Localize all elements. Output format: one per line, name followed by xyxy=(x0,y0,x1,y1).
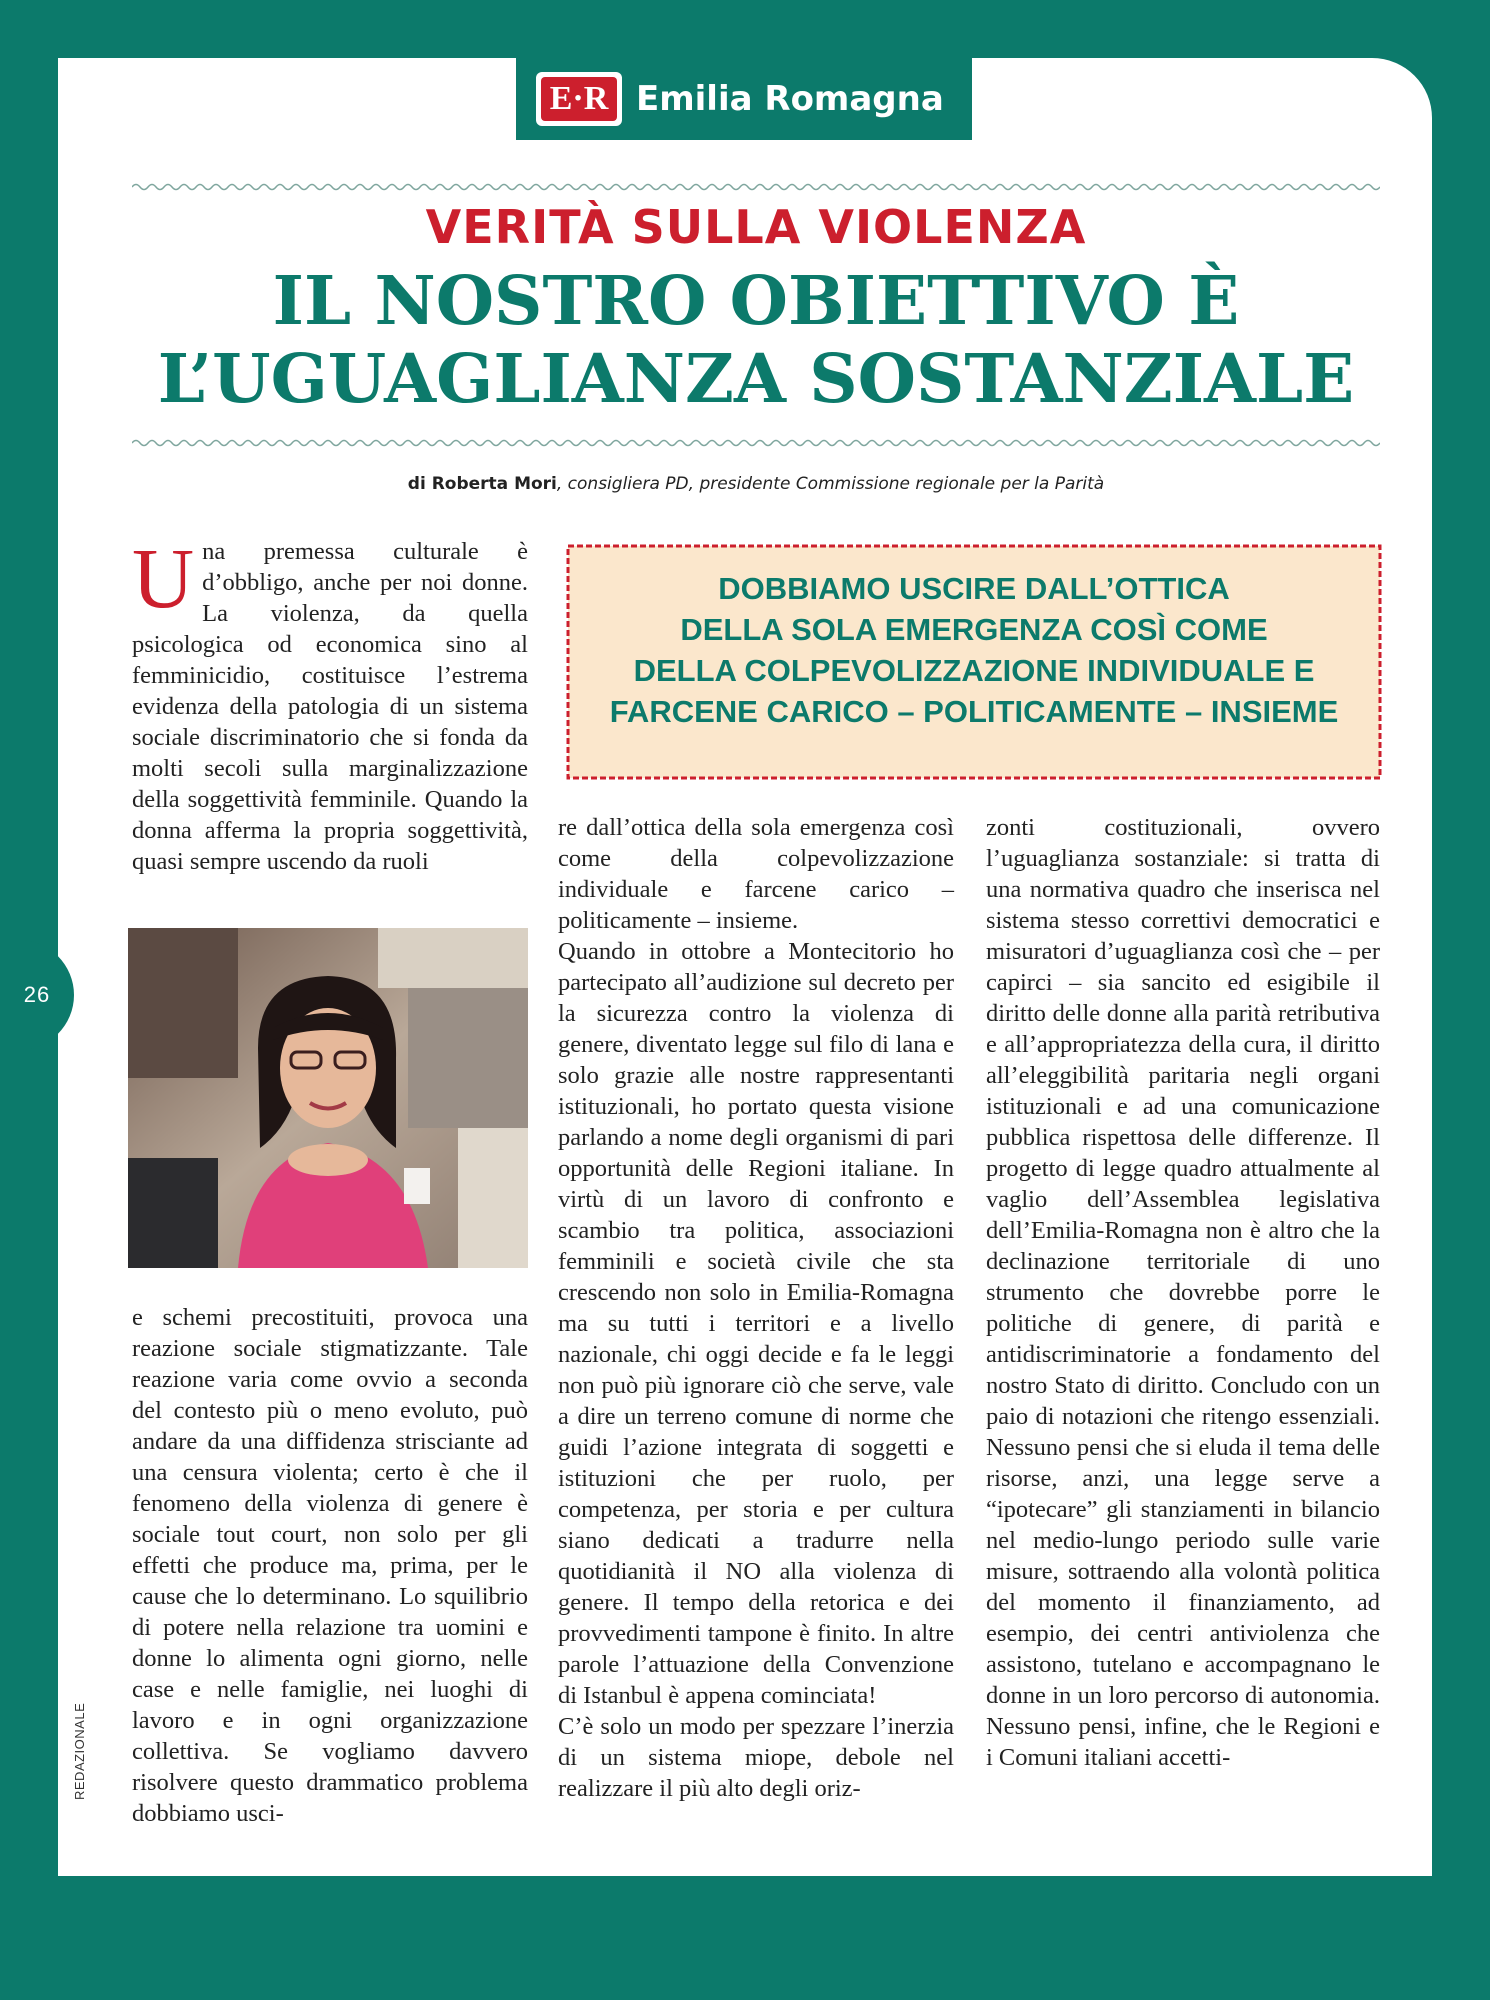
byline xyxy=(132,474,1380,494)
pull-quote-line-1: DOBBIAMO USCIRE DALL’OTTICA xyxy=(718,571,1230,606)
pull-quote-line-2: DELLA SOLA EMERGENZA COSÌ COME xyxy=(680,612,1268,647)
pull-quote-line-3: DELLA COLPEVOLIZZAZIONE INDIVIDUALE E xyxy=(633,653,1315,688)
headline-line-1: IL NOSTRO OBIETTIVO È xyxy=(272,261,1240,340)
byline-author: di Roberta Mori xyxy=(407,474,557,494)
dropcap: U xyxy=(132,530,195,626)
bottom-band xyxy=(58,1876,1432,1938)
byline-role: , consigliera PD, presidente Commissione regionale per la Parità xyxy=(556,474,1105,494)
col2-paragraph-1: re dall’ottica della sola emergenza così come della colpevolizzazione individuale e farcene carico – politicamente – insieme. xyxy=(558,814,954,934)
region-title: Emilia Romagna xyxy=(636,79,944,119)
er-logo-text: E·R xyxy=(541,77,617,121)
pull-quote xyxy=(564,568,1384,732)
wavy-divider-bottom xyxy=(132,438,1380,448)
col1-bottom-text: e schemi precostituiti, provoca una reazione sociale stigmatizzante. Tale reazione varia come ovvio a seconda del contesto più o meno evoluto, può andare da una diffidenza strisciante ad una censura violenta; certo è che il fenomeno della violenza di genere è sociale tout court, non solo per gli effetti che produce ma, prima, per le cause che lo determinano. Lo squilibrio di potere nella relazione tra uomini e donne lo alimenta ogni giorno, nelle case e nelle famiglie, nei luoghi di lavoro e in ogni organizzazione collettiva. Se vogliamo davvero risolvere questo drammatico problema dobbiamo usci- xyxy=(132,1304,528,1827)
er-logo xyxy=(536,72,622,126)
author-photo-image xyxy=(128,928,528,1268)
col2-paragraph-3: C’è solo un modo per spezzare l’inerzia di un sistema miope, debole nel realizzare il più alto degli oriz- xyxy=(558,1713,954,1802)
headline-line-2: L’UGUAGLIANZA SOSTANZIALE xyxy=(157,339,1355,418)
column-3 xyxy=(986,812,1380,1773)
col3-text: zonti costituzionali, ovvero l’uguaglianza sostanziale: si tratta di una normativa quadro che inserisca nel sistema stesso correttivi democratici e misuratori d’uguaglianza così che – per capirci – sia sancito ed esigibile il diritto delle donne alla parità retributiva e all’appropriatezza della cura, il diritto all’eleggibilità paritaria negli organi istituzionali e ad una comunicazione pubblica rispettosa delle differenze. Il progetto di legge quadro attualmente al vaglio dell’Assemblea legislativa dell’Emilia-Romagna non è altro che la declinazione territoriale di uno strumento che dovrebbe porre le politiche di genere, di parità e antidiscriminatorie a fondamento del nostro Stato di diritto. Concludo con un paio di notazioni che ritengo essenziali. Nessuno pensi che si eluda il tema delle risorse, anzi, una legge serve a “ipotecare” gli stanziamenti in bilancio nel medio-lungo periodo sulle varie misure, sottraendo alla volontà politica del momento il finanziamento, ad esempio, dei centri antiviolenza che assistono, tutelano e accompagnano le donne in un loro percorso di autonomia. Nessuno pensi, infine, che le Regioni e i Comuni italiani accetti- xyxy=(986,814,1380,1771)
article-headline xyxy=(132,262,1380,418)
author-photo xyxy=(128,928,528,1268)
page-edge xyxy=(1460,0,1490,2000)
column-1-bottom xyxy=(132,1302,528,1829)
col2-paragraph-2: Quando in ottobre a Montecitorio ho partecipato all’audizione sul decreto per la sicurezza contro la violenza di genere, diventato legge sul filo di lana e solo grazie alle nostre rappresentanti istituzionali, ho portato questa visione parlando a nome degli organismi di pari opportunità delle Regioni italiane. In virtù di un lavoro di confronto e scambio tra politica, associazioni femminili e società civile che sta crescendo non solo in Emilia-Romagna ma su tutti i territori e a livello nazionale, chi oggi decide e fa le leggi non può più ignorare ciò che serve, vale a dire un terreno comune di norme che guidi l’azione integrata di soggetti e istituzioni che per ruolo, per competenza, per storia e per cultura siano dedicati a tradurre nella quotidianità il NO alla violenza di genere. Il tempo della retorica e dei provvedimenti tampone è finito. In altre parole l’attuazione della Convenzione di Istanbul è appena cominciata! xyxy=(558,938,954,1709)
column-2 xyxy=(558,812,954,1804)
region-header xyxy=(516,58,972,140)
wavy-divider-top xyxy=(132,182,1380,192)
article-kicker: VERITÀ SULLA VIOLENZA xyxy=(425,200,1087,254)
pull-quote-line-4: FARCENE CARICO – POLITICAMENTE – INSIEME xyxy=(609,694,1339,729)
side-label: REDAZIONALE xyxy=(72,1702,87,1800)
col1-top-text: na premessa culturale è d’obbligo, anche per noi donne. La violenza, da quella psicologica od economica sino al femminicidio, costituisce l’estrema evidenza della patologia di un sistema sociale discriminatorio che si fonda da molti secoli sulla marginalizzazione della soggettività femminile. Quando la donna afferma la propria soggettività, quasi sempre uscendo da ruoli xyxy=(132,538,528,875)
page-number: 26 xyxy=(23,982,51,1007)
column-1-top xyxy=(132,530,528,877)
